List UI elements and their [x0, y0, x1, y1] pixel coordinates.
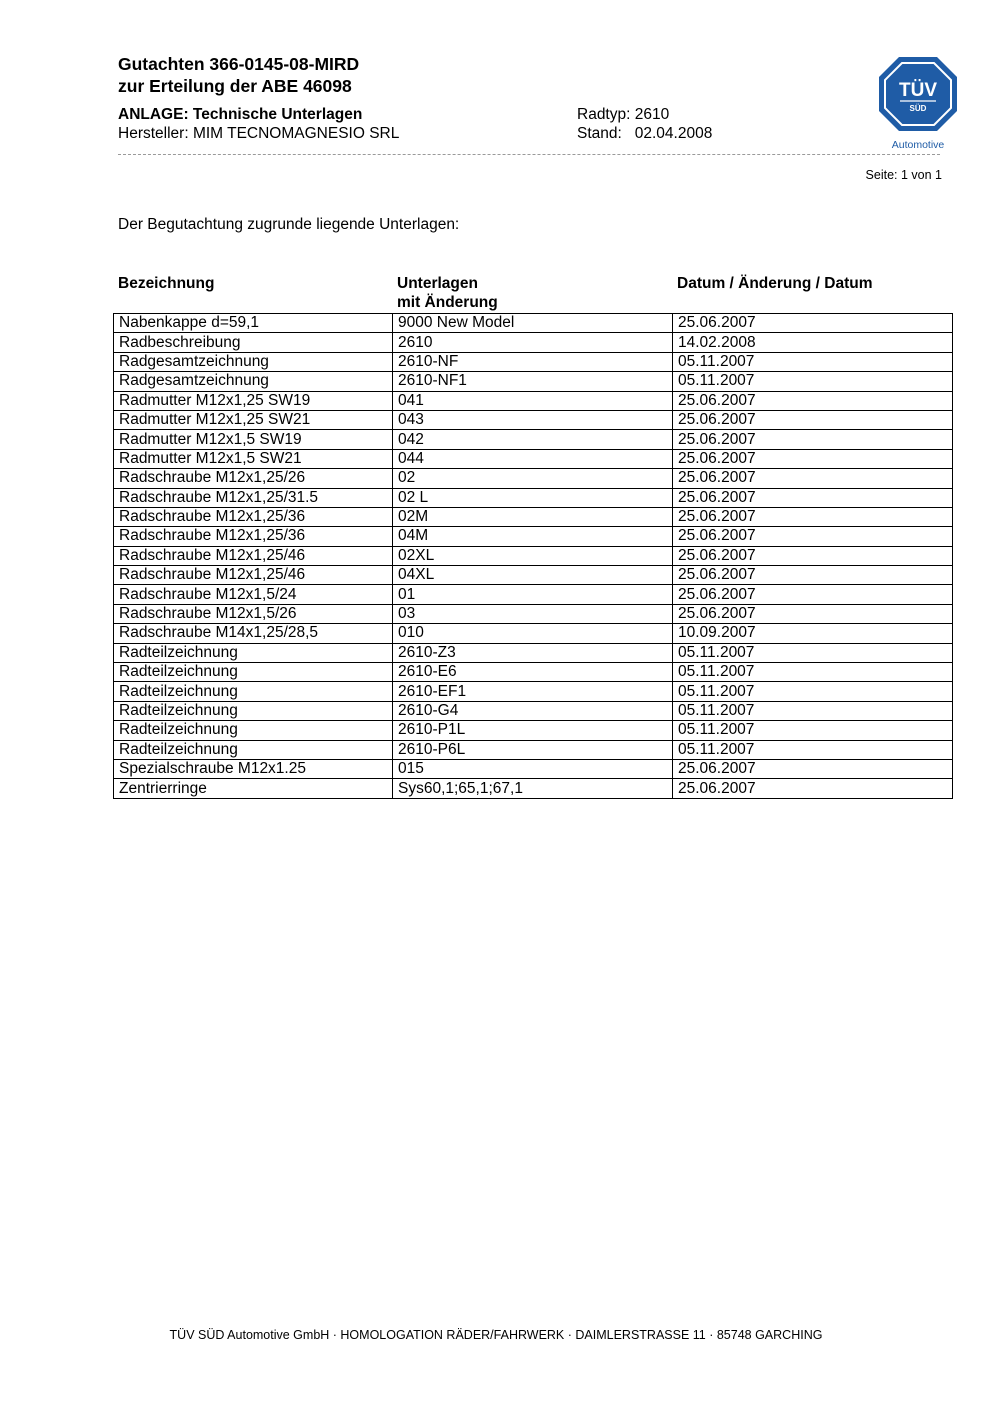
stand-line — [577, 124, 712, 143]
table-row — [114, 391, 953, 410]
cell-unterlagen: 2610-P6L — [393, 740, 673, 759]
cell-datum: 25.06.2007 — [673, 604, 953, 623]
cell-unterlagen: 010 — [393, 624, 673, 643]
cell-datum: 14.02.2008 — [673, 333, 953, 352]
cell-bezeichnung: Radmutter M12x1,5 SW19 — [114, 430, 393, 449]
cell-bezeichnung: Nabenkappe d=59,1 — [114, 314, 393, 333]
cell-datum: 25.06.2007 — [673, 430, 953, 449]
footer: TÜV SÜD Automotive GmbH · HOMOLOGATION RÄDER/FAHRWERK · DAIMLERSTRASSE 11 · 85748 GARCHING — [169, 1328, 823, 1342]
intro-text: Der Begutachtung zugrunde liegende Unterlagen: — [118, 216, 460, 233]
table-row — [114, 488, 953, 507]
cell-unterlagen: 2610-NF — [393, 352, 673, 371]
table-row — [114, 643, 953, 662]
cell-datum: 25.06.2007 — [673, 314, 953, 333]
table-row — [114, 740, 953, 759]
anlage-line — [118, 105, 399, 124]
meta-left — [118, 105, 399, 143]
cell-bezeichnung: Radschraube M12x1,5/24 — [114, 585, 393, 604]
table-row — [114, 701, 953, 720]
logo-sub-text: SÜD — [909, 104, 927, 113]
table-row — [114, 314, 953, 333]
cell-unterlagen: 042 — [393, 430, 673, 449]
page-number: Seite: 1 von 1 — [865, 168, 942, 182]
cell-datum: 25.06.2007 — [673, 759, 953, 778]
title-line-2: zur Erteilung der ABE 46098 — [118, 76, 352, 96]
cell-unterlagen: 2610 — [393, 333, 673, 352]
cell-bezeichnung: Radteilzeichnung — [114, 701, 393, 720]
cell-bezeichnung: Radschraube M12x1,25/36 — [114, 507, 393, 526]
radtyp-label: Radtyp: — [577, 106, 631, 123]
cell-bezeichnung: Radmutter M12x1,5 SW21 — [114, 449, 393, 468]
anlage-label: ANLAGE: — [118, 106, 189, 123]
cell-datum: 25.06.2007 — [673, 449, 953, 468]
table-row — [114, 624, 953, 643]
cell-datum: 05.11.2007 — [673, 701, 953, 720]
cell-bezeichnung: Radschraube M12x1,25/26 — [114, 469, 393, 488]
cell-unterlagen: 04M — [393, 527, 673, 546]
table-row — [114, 527, 953, 546]
header-divider — [118, 154, 940, 155]
cell-bezeichnung: Radschraube M12x1,25/46 — [114, 566, 393, 585]
column-header-bezeichnung: Bezeichnung — [118, 275, 215, 292]
cell-bezeichnung: Radbeschreibung — [114, 333, 393, 352]
documents-table-body — [114, 314, 953, 799]
cell-bezeichnung: Radmutter M12x1,25 SW19 — [114, 391, 393, 410]
hersteller-value: MIM TECNOMAGNESIO SRL — [192, 125, 400, 142]
table-row — [114, 449, 953, 468]
table-row — [114, 682, 953, 701]
cell-unterlagen: 04XL — [393, 566, 673, 585]
cell-unterlagen: 2610-G4 — [393, 701, 673, 720]
stand-label: Stand: — [577, 125, 622, 142]
cell-bezeichnung: Zentrierringe — [114, 779, 393, 798]
cell-datum: 05.11.2007 — [673, 663, 953, 682]
cell-datum: 25.06.2007 — [673, 507, 953, 526]
cell-bezeichnung: Radteilzeichnung — [114, 643, 393, 662]
table-row — [114, 507, 953, 526]
column-header-unterlagen-line2: mit Änderung — [397, 294, 498, 311]
cell-bezeichnung: Radgesamtzeichnung — [114, 372, 393, 391]
cell-unterlagen: 9000 New Model — [393, 314, 673, 333]
table-row — [114, 585, 953, 604]
cell-datum: 05.11.2007 — [673, 721, 953, 740]
tuv-octagon-icon — [878, 56, 958, 152]
cell-unterlagen: 2610-Z3 — [393, 643, 673, 662]
cell-unterlagen: 043 — [393, 410, 673, 429]
cell-datum: 25.06.2007 — [673, 391, 953, 410]
cell-bezeichnung: Radteilzeichnung — [114, 663, 393, 682]
stand-value: 02.04.2008 — [634, 125, 713, 142]
cell-datum: 25.06.2007 — [673, 488, 953, 507]
cell-datum: 25.06.2007 — [673, 527, 953, 546]
cell-unterlagen: 044 — [393, 449, 673, 468]
cell-datum: 05.11.2007 — [673, 740, 953, 759]
cell-datum: 25.06.2007 — [673, 410, 953, 429]
cell-bezeichnung: Radschraube M12x1,25/36 — [114, 527, 393, 546]
documents-table — [113, 313, 953, 799]
cell-bezeichnung: Radgesamtzeichnung — [114, 352, 393, 371]
cell-unterlagen: 2610-P1L — [393, 721, 673, 740]
cell-bezeichnung: Radteilzeichnung — [114, 682, 393, 701]
table-row — [114, 759, 953, 778]
table-row — [114, 566, 953, 585]
cell-datum: 25.06.2007 — [673, 469, 953, 488]
cell-unterlagen: 041 — [393, 391, 673, 410]
cell-bezeichnung: Radschraube M12x1,25/46 — [114, 546, 393, 565]
cell-unterlagen: 02M — [393, 507, 673, 526]
cell-unterlagen: 2610-E6 — [393, 663, 673, 682]
table-row — [114, 430, 953, 449]
column-header-unterlagen — [397, 274, 498, 312]
cell-unterlagen: 01 — [393, 585, 673, 604]
cell-datum: 10.09.2007 — [673, 624, 953, 643]
cell-bezeichnung: Radteilzeichnung — [114, 740, 393, 759]
cell-unterlagen: 02XL — [393, 546, 673, 565]
column-header-unterlagen-line1: Unterlagen — [397, 275, 478, 292]
table-row — [114, 469, 953, 488]
cell-bezeichnung: Radteilzeichnung — [114, 721, 393, 740]
cell-datum: 25.06.2007 — [673, 566, 953, 585]
hersteller-label: Hersteller: — [118, 125, 189, 142]
cell-bezeichnung: Radschraube M12x1,25/31.5 — [114, 488, 393, 507]
table-row — [114, 721, 953, 740]
cell-bezeichnung: Radschraube M12x1,5/26 — [114, 604, 393, 623]
cell-datum: 05.11.2007 — [673, 352, 953, 371]
anlage-value: Technische Unterlagen — [192, 106, 363, 123]
cell-unterlagen: Sys60,1;65,1;67,1 — [393, 779, 673, 798]
table-row — [114, 663, 953, 682]
cell-datum: 05.11.2007 — [673, 372, 953, 391]
table-row — [114, 352, 953, 371]
table-row — [114, 372, 953, 391]
logo-caption: Automotive — [891, 139, 945, 151]
meta-right — [577, 105, 712, 143]
cell-unterlagen: 2610-NF1 — [393, 372, 673, 391]
cell-unterlagen: 02 L — [393, 488, 673, 507]
table-row — [114, 779, 953, 798]
column-header-datum: Datum / Änderung / Datum — [677, 275, 873, 292]
cell-datum: 05.11.2007 — [673, 682, 953, 701]
title-line-1: Gutachten 366-0145-08-MIRD — [118, 54, 360, 74]
hersteller-line — [118, 124, 399, 143]
cell-bezeichnung: Spezialschraube M12x1.25 — [114, 759, 393, 778]
table-row — [114, 604, 953, 623]
tuv-sud-logo — [878, 56, 958, 152]
document-title — [118, 53, 359, 97]
cell-datum: 25.06.2007 — [673, 585, 953, 604]
cell-unterlagen: 03 — [393, 604, 673, 623]
table-row — [114, 333, 953, 352]
table-row — [114, 546, 953, 565]
logo-brand-text: TÜV — [899, 80, 937, 101]
cell-unterlagen: 2610-EF1 — [393, 682, 673, 701]
cell-unterlagen: 015 — [393, 759, 673, 778]
radtyp-line — [577, 105, 712, 124]
radtyp-value: 2610 — [634, 106, 670, 123]
cell-datum: 25.06.2007 — [673, 546, 953, 565]
cell-datum: 05.11.2007 — [673, 643, 953, 662]
cell-datum: 25.06.2007 — [673, 779, 953, 798]
cell-bezeichnung: Radschraube M14x1,25/28,5 — [114, 624, 393, 643]
cell-bezeichnung: Radmutter M12x1,25 SW21 — [114, 410, 393, 429]
cell-unterlagen: 02 — [393, 469, 673, 488]
table-row — [114, 410, 953, 429]
